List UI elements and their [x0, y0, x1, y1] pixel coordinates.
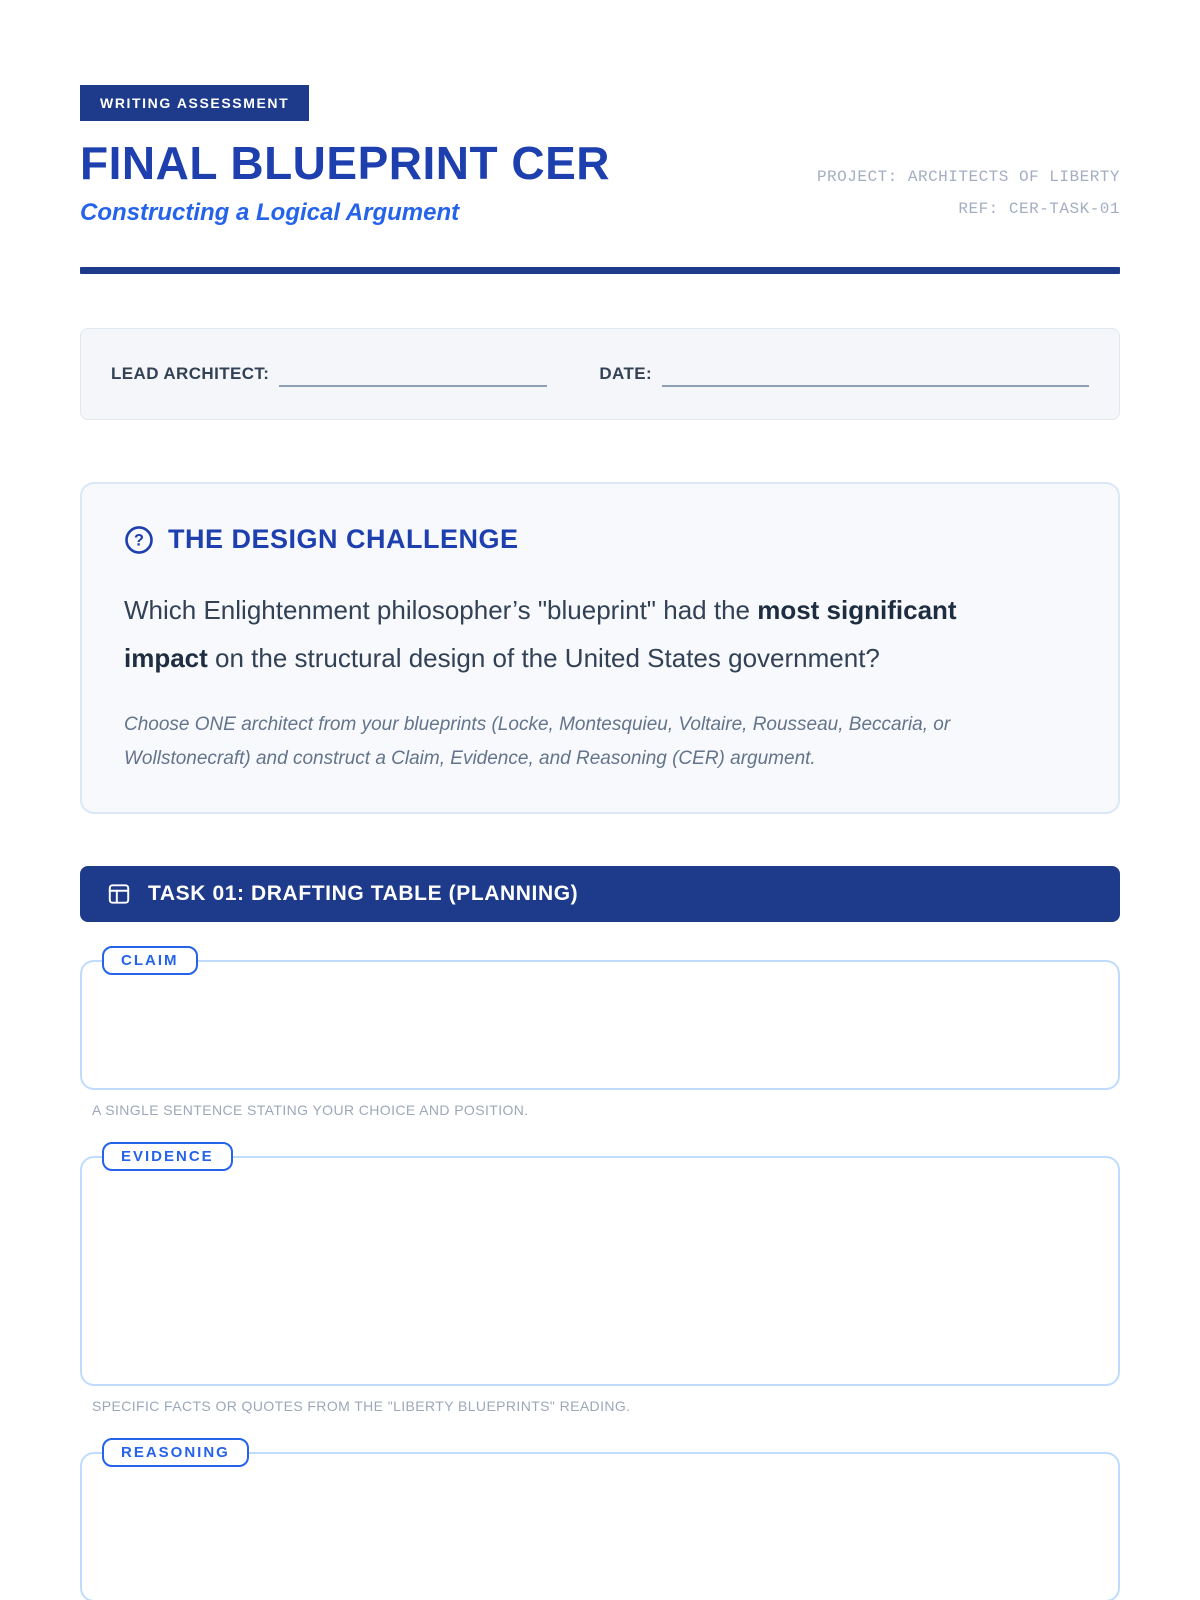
- evidence-input-box[interactable]: [80, 1156, 1120, 1386]
- claim-chip: CLAIM: [102, 946, 198, 975]
- ref-label: REF: CER-TASK-01: [958, 200, 1120, 219]
- title-row: [80, 139, 1120, 227]
- evidence-section: [80, 1142, 1120, 1414]
- header: [80, 85, 1120, 274]
- svg-text:?: ?: [134, 531, 144, 550]
- reasoning-section: [80, 1438, 1120, 1600]
- design-challenge-title: THE DESIGN CHALLENGE: [168, 524, 519, 555]
- question-circle-icon: [124, 525, 154, 555]
- question-text-post: on the structural design of the United States government?: [207, 642, 880, 673]
- evidence-caption: SPECIFIC FACTS OR QUOTES FROM THE "LIBERTY BLUEPRINTS" READING.: [92, 1398, 631, 1415]
- layout-columns-icon: [106, 881, 132, 907]
- worksheet-page: [80, 0, 1120, 1600]
- lead-architect-label: LEAD ARCHITECT:: [111, 364, 270, 384]
- title-block: [80, 139, 610, 227]
- question-text-bold: most significant impact: [124, 595, 957, 673]
- page-subtitle: Constructing a Logical Argument: [80, 199, 460, 227]
- name-date-box: [80, 328, 1120, 420]
- writing-assessment-badge: WRITING ASSESSMENT: [80, 85, 309, 121]
- reasoning-chip: REASONING: [102, 1438, 249, 1467]
- reasoning-input-box[interactable]: [80, 1452, 1120, 1600]
- design-challenge-heading: [124, 524, 1076, 555]
- project-label: PROJECT: ARCHITECTS OF LIBERTY: [816, 168, 1120, 187]
- header-divider: [80, 267, 1120, 274]
- date-field[interactable]: [662, 361, 1089, 387]
- design-challenge-panel: [80, 482, 1120, 814]
- task-01-title: TASK 01: DRAFTING TABLE (PLANNING): [148, 882, 579, 906]
- challenge-question: [124, 587, 1004, 682]
- evidence-chip: EVIDENCE: [102, 1142, 233, 1171]
- claim-caption: A SINGLE SENTENCE STATING YOUR CHOICE AND POSITION.: [92, 1102, 529, 1119]
- date-label: DATE:: [599, 364, 653, 384]
- claim-input-box[interactable]: [80, 960, 1120, 1090]
- question-text-pre: Which Enlightenment philosopher’s "blueprint" had the: [124, 595, 758, 626]
- challenge-instructions: Choose ONE architect from your blueprints (Locke, Montesquieu, Voltaire, Rousseau, Beccaria, or Wollstonecraft) and construct a Claim, Evidence, and Reasoning (CER) argument.: [124, 713, 951, 770]
- task-01-header-bar: [80, 866, 1120, 922]
- lead-architect-field[interactable]: [279, 361, 547, 387]
- claim-section: [80, 946, 1120, 1118]
- page-title: FINAL BLUEPRINT CER: [80, 137, 610, 189]
- project-meta: [817, 161, 1120, 227]
